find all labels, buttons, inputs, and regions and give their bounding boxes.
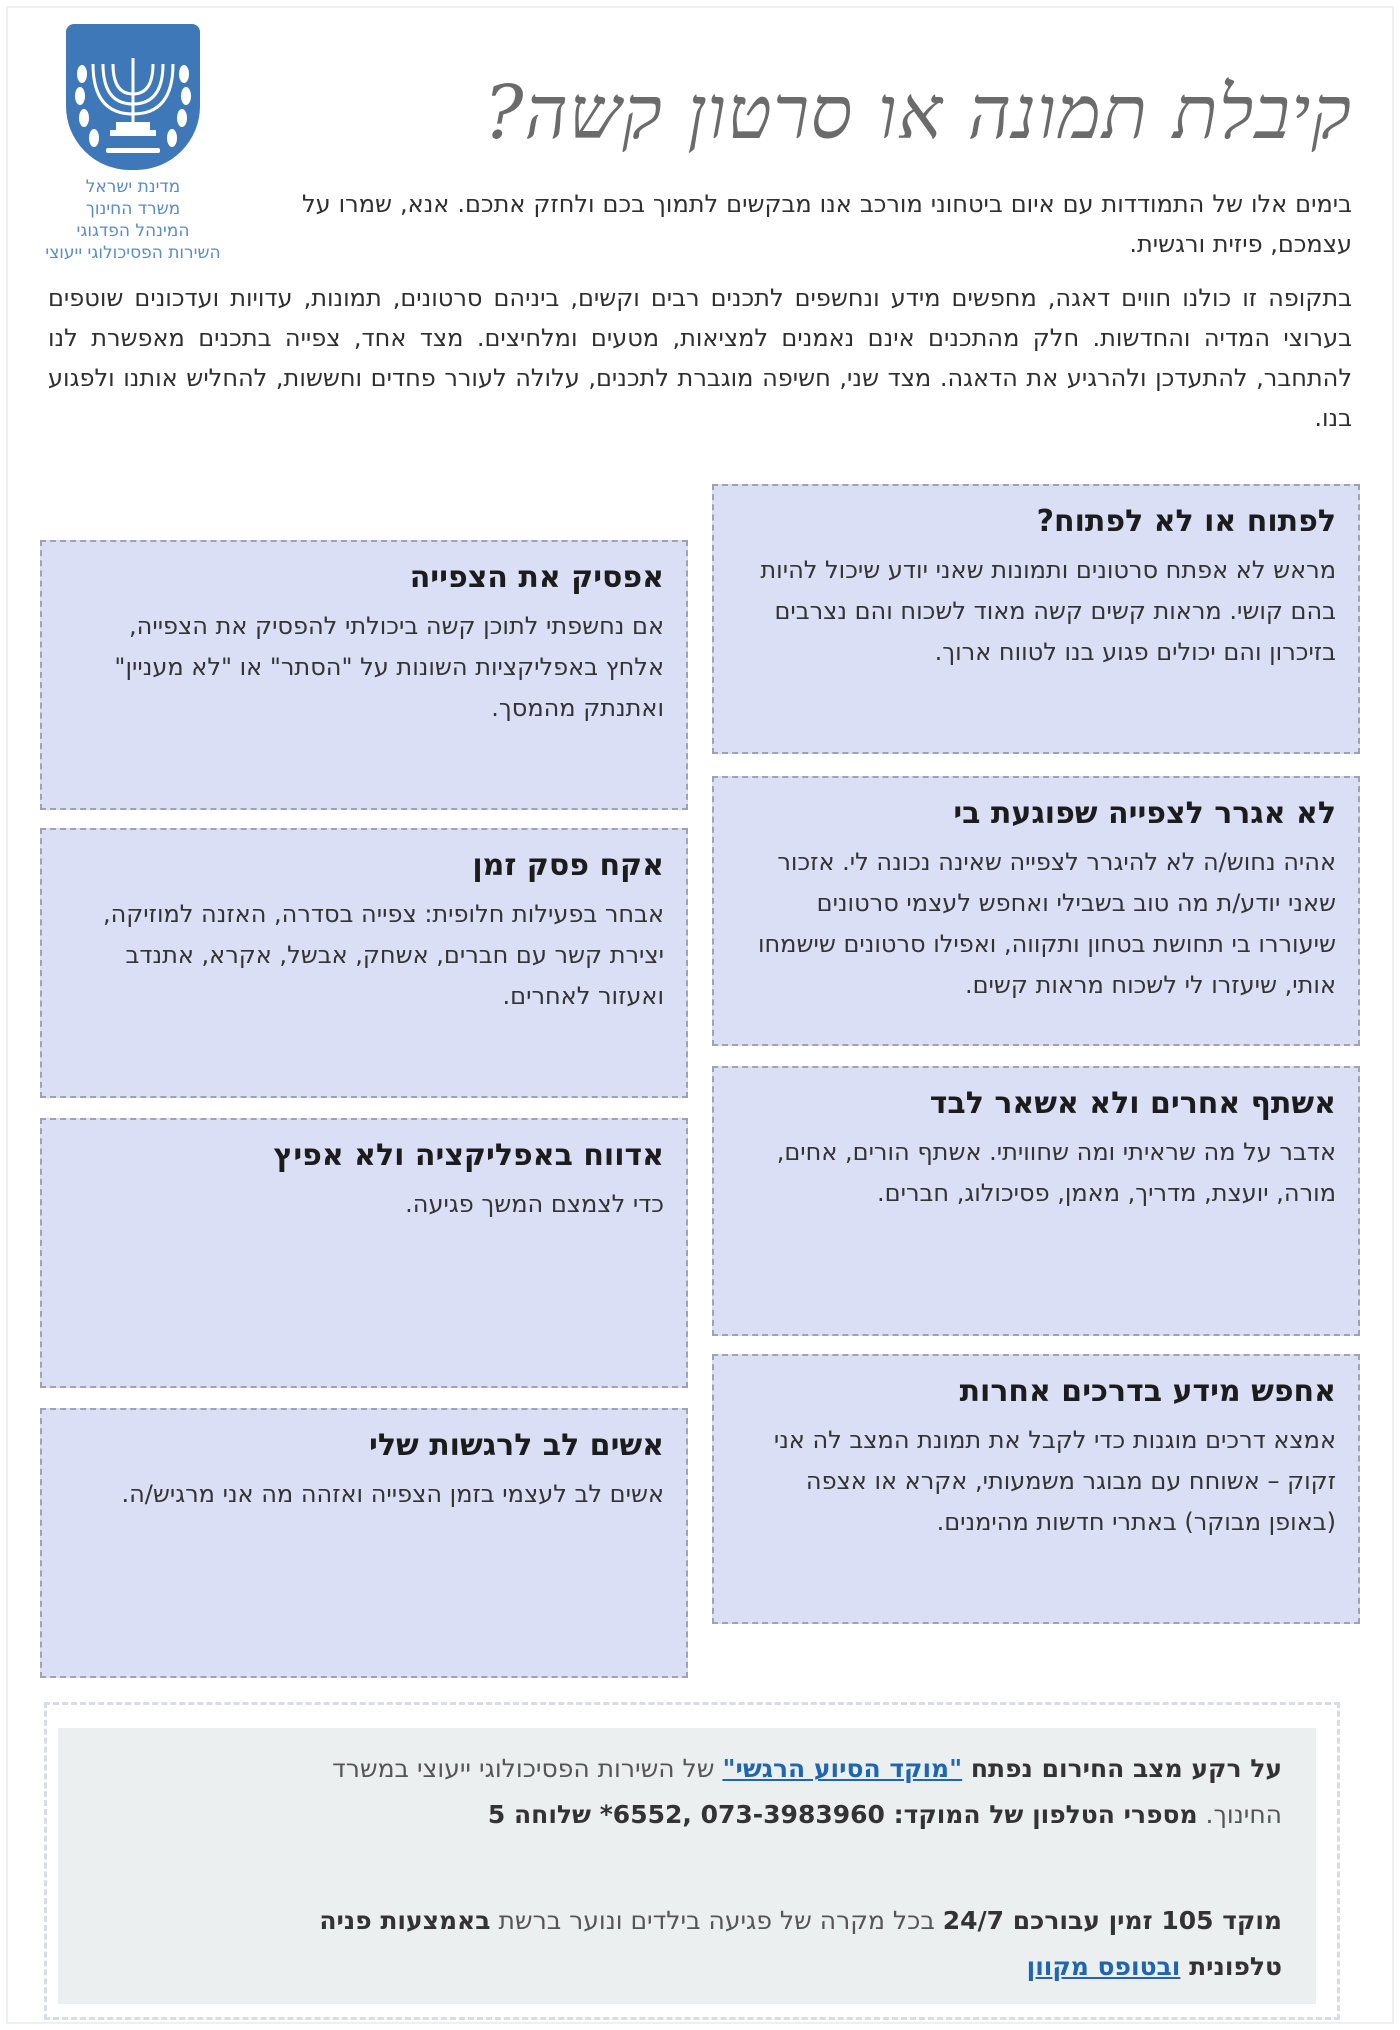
tip-box (712, 1354, 1360, 1624)
logo-line: משרד החינוך (85, 199, 181, 219)
logo (18, 18, 248, 268)
tip-body: אם נחשפתי לתוכן קשה ביכולתי להפסיק את הצפייה, אלחץ באפליקציות השונות על "הסתר" או "לא מעניין" ואתנתק מהמסך. (114, 612, 664, 722)
footer-text: בכל מקרה של פגיעה בילדים ונוער ברשת (490, 1906, 943, 1935)
tip-box (712, 1066, 1360, 1336)
page-title: קיבלת תמונה או סרטון קשה? (483, 70, 1352, 156)
tip-box (40, 1118, 688, 1388)
intro-paragraph: בתקופה זו כולנו חווים דאגה, מחפשים מידע ונחשפים לתכנים רבים וקשים, ביניהם סרטונים, תמונות, עדויות ועדכונים שוטפים בערוצי המדיה והחדשות. חלק מהתכנים אינם נאמנים למציאות, מטעים ומלחיצים. מצד אחד, צפייה בתכנים מאפשרת לנו להתחבר, להתעדכן ולהרגיע את הדאגה. מצד שני, חשיפה מוגברת לתכנים, עלולה לעורר פחדים וחששות, להחליש אותנו ולפגוע בנו. (48, 284, 1352, 432)
tip-title: אשתף אחרים ולא אשאר לבד (929, 1086, 1336, 1121)
footer-text: באמצעות פניה (319, 1906, 491, 1935)
tip-body: אשים לב לעצמי בזמן הצפייה ואזהה מה אני מרגיש/ה. (121, 1480, 664, 1508)
tip-title: אקח פסק זמן (472, 848, 664, 883)
footer-line (92, 1792, 1282, 1838)
tip-title: אחפש מידע בדרכים אחרות (959, 1374, 1336, 1409)
tip-body: אהיה נחוש/ה לא להיגרר לצפייה שאינה נכונה לי. אזכור שאני יודע/ת מה טוב בשבילי ואחפש לעצמי סרטונים שיעוררו בי תחושת בטחון ותקווה, ואפילו סרטונים שישמחו אותי, שיעזרו לי לשכוח מראות קשים. (757, 848, 1336, 999)
tip-body: אמצא דרכים מוגנות כדי לקבל את תמונת המצב לה אני זקוק – אשוחח עם מבוגר משמעותי, אקרא או אצפה (באופן מבוקר) באתרי חדשות מהימנים. (773, 1426, 1336, 1536)
tip-title: אדווח באפליקציה ולא אפיץ (273, 1138, 664, 1173)
intro-paragraph: בימים אלו של התמודדות עם איום ביטחוני מורכב אנו מבקשים לתמוך בכם ולחזק אתכם. אנא, שמרו על עצמכם, פיזית ורגשית. (302, 190, 1352, 258)
hotline-phone-numbers: מספרי הטלפון של המוקד: 073-3983960 ,6552* שלוחה 5 (487, 1800, 1198, 1829)
footer-text: מוקד 105 זמין עבורכם 24/7 (942, 1906, 1282, 1935)
tip-body: מראש לא אפתח סרטונים ותמונות שאני יודע שיכול להיות בהם קושי. מראות קשים קשה מאוד לשכוח והם נצרבים בזיכרון והם יכולים פגוע בנו לטווח ארוך. (760, 556, 1336, 666)
emotional-support-link[interactable]: "מוקד הסיוע הרגשי" (722, 1754, 963, 1783)
footer-text: טלפונית (1180, 1952, 1282, 1981)
logo-line: השירות הפסיכולוגי ייעוצי (45, 243, 221, 263)
logo-line: מדינת ישראל (85, 177, 181, 197)
support-footer (58, 1728, 1316, 2004)
tip-body: כדי לצמצם המשך פגיעה. (405, 1190, 664, 1218)
footer-text: על רקע מצב החירום נפתח (962, 1754, 1282, 1783)
tip-title: לפתוח או לא לפתוח? (1036, 504, 1336, 539)
footer-line (92, 1898, 1282, 1944)
online-form-link[interactable]: ובטופס מקוון (1026, 1952, 1181, 1981)
tip-title: אפסיק את הצפייה (409, 560, 664, 595)
tip-box (712, 484, 1360, 754)
tip-body: אדבר על מה שראיתי ומה שחוויתי. אשתף הורים, אחים, מורה, יועצת, מדריך, מאמן, פסיכולוג, חברים. (776, 1138, 1336, 1207)
footer-line (92, 1944, 1282, 1990)
tip-box (40, 540, 688, 810)
tip-body: אבחר בפעילות חלופית: צפייה בסדרה, האזנה למוזיקה, יצירת קשר עם חברים, אשחק, אבשל, אקרא, אתנדב ואעזור לאחרים. (102, 900, 664, 1010)
footer-text: החינוך. (1197, 1800, 1282, 1829)
tip-title: אשים לב לרגשות שלי (369, 1428, 664, 1463)
tip-box (712, 776, 1360, 1046)
tip-box (40, 828, 688, 1098)
tip-title: לא אגרר לצפייה שפוגעת בי (953, 796, 1336, 831)
tip-box (40, 1408, 688, 1678)
state-emblem-icon (66, 24, 200, 170)
logo-line: המינהל הפדגוגי (76, 221, 190, 241)
footer-line (92, 1746, 1282, 1792)
footer-text: של השירות הפסיכולוגי ייעוצי במשרד (332, 1754, 723, 1783)
